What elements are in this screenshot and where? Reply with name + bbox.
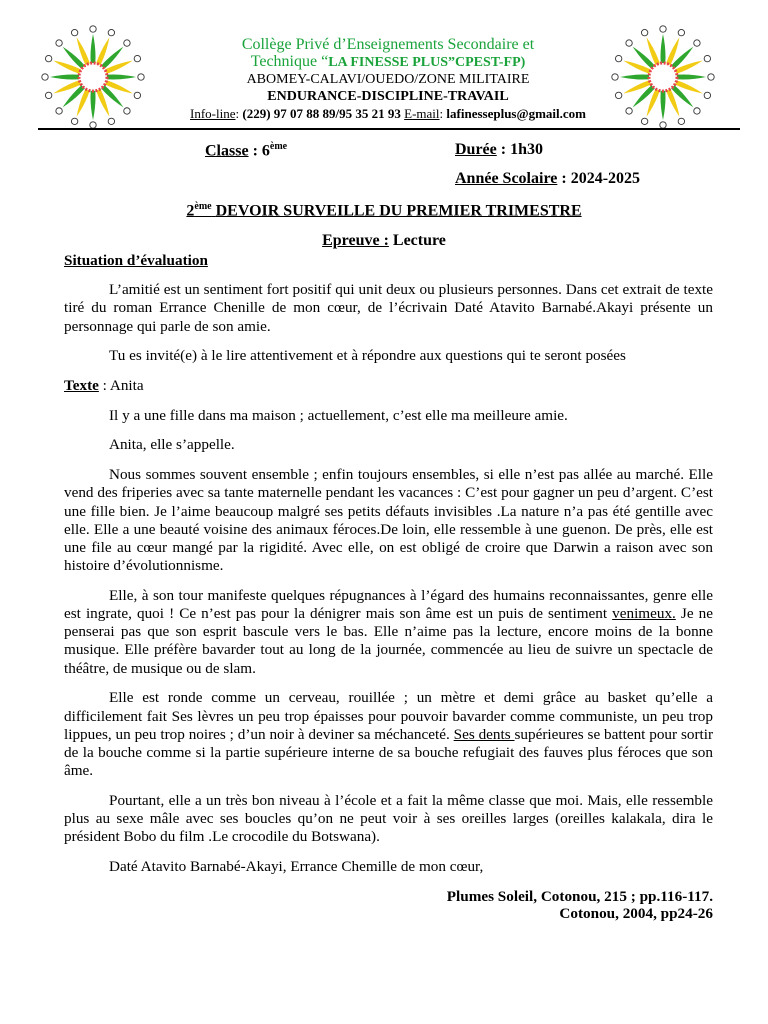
texte-heading: Texte : Anita	[64, 377, 144, 395]
logo-center	[83, 67, 103, 87]
texte-paragraph-6: Pourtant, elle a un très bon niveau à l’école et a fait la même classe que moi. Mais, elle ressemble plus au sexe mâle avec ses boucles qu’on ne peut voir à ses oreilles larges (oreilles kalakala, dira le président Bobo du film .Le crocodile du Botswana).	[64, 791, 713, 846]
logo-dot	[108, 29, 114, 35]
contact-line: Info-line: (229) 97 07 88 89/95 35 21 93 E-mail: lafinesseplus@gmail.com	[190, 106, 586, 121]
duree-info: Durée : 1h30	[455, 141, 543, 158]
epreuve-line: Epreuve : Lecture	[322, 232, 446, 249]
situation-heading: Situation d’évaluation	[64, 252, 208, 269]
logo-dot	[678, 29, 684, 35]
school-motto: ENDURANCE-DISCIPLINE-TRAVAIL	[267, 89, 509, 104]
infoline-value: (229) 97 07 88 89/95 35 21 93	[242, 106, 401, 121]
logo-dot	[71, 29, 77, 35]
exam-title: 2ème DEVOIR SURVEILLE DU PREMIER TRIMESTRE	[186, 201, 582, 220]
header-divider	[38, 128, 740, 130]
logo-dot	[626, 40, 632, 46]
school-logo-left	[38, 22, 148, 132]
source-line-1: Plumes Soleil, Cotonou, 215 ; pp.116-117.	[446, 887, 713, 905]
logo-dot	[641, 29, 647, 35]
logo-dot	[615, 92, 621, 98]
logo-dot	[704, 92, 710, 98]
logo-dot	[42, 74, 48, 80]
logo-dot	[694, 40, 700, 46]
logo-dot	[108, 118, 114, 124]
logo-center	[653, 67, 673, 87]
email-value: lafinesseplus@gmail.com	[446, 106, 586, 121]
texte-paragraph-4: Elle, à son tour manifeste quelques répugnances à l’égard des humains reconnaissantes, genre elle est ingrate, quoi ! Ce n’est pas pour la dénigrer mais son âme est un puis de sentiment venimeux. Je ne penserai pas que son esprit bascule vers le bas. Elle n’aime pas la lecture, encore moins de la bonne musique. Elle préfère bavarder tout au long de la journée, commencée au lieu de suivre un spectacle de théâtre, de musique ou de slam.	[64, 586, 713, 677]
infoline-label: Info-line	[190, 106, 236, 121]
logo-dot	[90, 26, 96, 32]
logo-dot	[56, 108, 62, 114]
school-header	[150, 36, 626, 122]
texte-paragraph-2: Anita, elle s’appelle.	[109, 436, 235, 454]
logo-dot	[612, 74, 618, 80]
classe-info: Classe : 6ème	[205, 141, 288, 160]
logo-dot	[134, 92, 140, 98]
texte-paragraph-5: Elle est ronde comme un cerveau, rouillée ; un mètre et demi grâce au basket qu’elle a difficilement fait Ses lèvres un peu trop épaisses pour pouvoir bavarder comme communiste, un peu trop lippues, un peu trop noires ; d’un noir à deviner sa méchanceté. Ses dents supérieures se battent pour sortir de la bouche comme si la partie supérieure interne de sa bouche refugiait des fauves plus féroces que son âme.	[64, 689, 713, 780]
texte-paragraph-1: Il y a une fille dans ma maison ; actuellement, c’est elle ma meilleure amie.	[109, 406, 568, 424]
logo-dot	[660, 26, 666, 32]
logo-dot	[678, 118, 684, 124]
logo-dot	[45, 55, 51, 61]
logo-dot	[708, 74, 714, 80]
logo-dot	[694, 108, 700, 114]
situation-paragraph-1: L’amitié est un sentiment fort positif qui unit deux ou plusieurs personnes. Dans cet extrait de texte tiré du roman Errance Chenille de mon cœur, de l’écrivain Daté Atavito Barnabé.Akayi présente un personnage qui parle de son amie.	[64, 281, 713, 335]
logo-dot	[124, 40, 130, 46]
document-body	[64, 252, 713, 923]
logo-dot	[45, 92, 51, 98]
logo-dot	[134, 55, 140, 61]
logo-dot	[615, 55, 621, 61]
situation-paragraph-2: Tu es invité(e) à le lire attentivement et à répondre aux questions qui te seront posées	[109, 347, 626, 365]
logo-dot	[641, 118, 647, 124]
annee-info: Année Scolaire : 2024-2025	[455, 170, 641, 187]
email-label: E-mail	[404, 106, 440, 121]
logo-dot	[71, 118, 77, 124]
school-name: Collège Privé d’Enseignements Secondaire et Technique “LA FINESSE PLUS”CPEST-FP)	[241, 36, 535, 70]
logo-dot	[138, 74, 144, 80]
school-location: ABOMEY-CALAVI/OUEDO/ZONE MILITAIRE	[246, 72, 530, 87]
source-line-2: Cotonou, 2004, pp24-26	[559, 905, 713, 923]
texte-paragraph-3: Nous sommes souvent ensemble ; enfin toujours ensembles, si elle n’est pas allée au marché. Elle vend des friperies avec sa tante maternelle pendant les vacances : C’est pour gagner un peu d’argent. C’est une fille bien. Je l’aime beaucoup malgré ses petits défauts invisibles .La nature n’a pas été gentille avec elle. Elle a une beauté voisine des animaux féroces.De loin, elle ressemble à une guenon. De près, elle est une file au cœur mangé par la rigidité. Avec elle, on est obligé de croire que Darwin a raison avec son histoire d’évolutionnisme.	[64, 466, 713, 575]
logo-dot	[704, 55, 710, 61]
school-logo-right	[608, 22, 718, 132]
logo-dot	[124, 108, 130, 114]
logo-dot	[626, 108, 632, 114]
logo-dot	[56, 40, 62, 46]
texte-attribution: Daté Atavito Barnabé-Akayi, Errance Chemille de mon cœur,	[109, 857, 484, 875]
